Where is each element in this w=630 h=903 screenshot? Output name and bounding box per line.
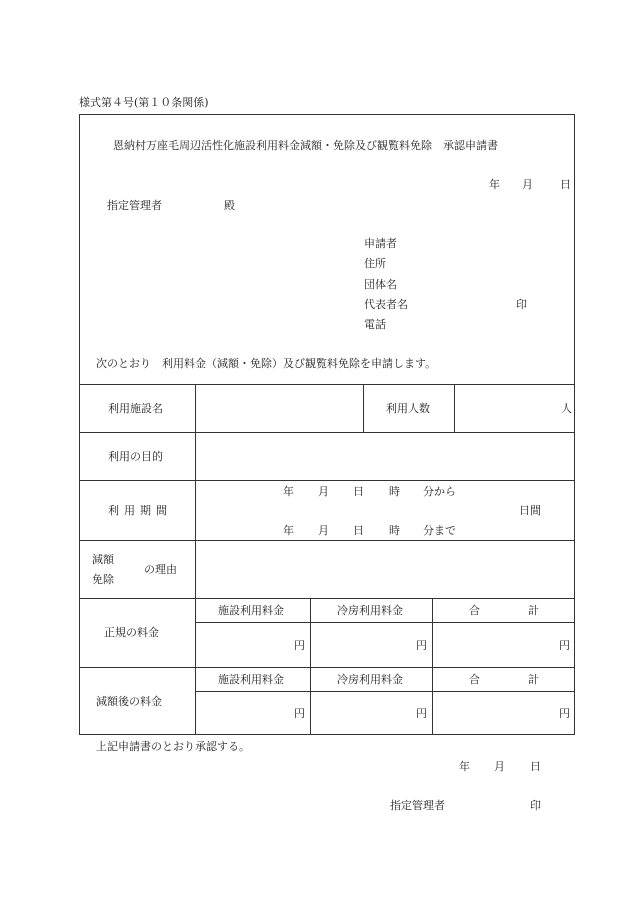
reason-label-exemption: 免除	[92, 573, 114, 586]
discounted-fee-cooling-column: 冷房利用料金	[337, 673, 403, 686]
people-unit: 人	[561, 402, 572, 415]
period-to-month: 月	[318, 524, 329, 537]
applicant-seal-mark: 印	[516, 298, 527, 311]
application-statement: 次のとおり 利用料金（減額・免除）及び観覧料免除を申請します。	[96, 357, 437, 370]
period-from-hour: 時	[389, 485, 400, 498]
date-year: 年	[489, 178, 500, 191]
table-line	[79, 667, 575, 668]
applicant-phone-label: 電話	[364, 318, 386, 331]
regular-fee-total-column-1: 合	[469, 604, 480, 617]
regular-fee-facility-column: 施設利用料金	[218, 604, 284, 617]
applicant-organization-label: 団体名	[364, 278, 397, 291]
applicant-address-label: 住所	[364, 257, 386, 270]
table-line	[79, 432, 575, 433]
table-line	[195, 691, 575, 692]
table-line	[363, 384, 364, 432]
period-from-year: 年	[283, 485, 294, 498]
approval-statement: 上記申請書のとおり承認する。	[96, 740, 250, 753]
regular-fee-facility-yen: 円	[294, 639, 305, 652]
table-line	[454, 384, 455, 432]
period-label: 利用期間	[108, 504, 172, 517]
addressee-honorific: 殿	[224, 199, 235, 212]
approval-month: 月	[494, 760, 505, 773]
approval-seal-mark: 印	[530, 799, 541, 812]
table-line	[195, 622, 575, 623]
regular-fee-label: 正規の料金	[104, 626, 159, 639]
period-to-hour: 時	[389, 524, 400, 537]
discounted-fee-cooling-yen: 円	[416, 707, 427, 720]
period-to-minute: 分まで	[423, 524, 456, 537]
table-line	[310, 598, 311, 735]
regular-fee-cooling-column: 冷房利用料金	[337, 604, 403, 617]
discounted-fee-facility-column: 施設利用料金	[218, 673, 284, 686]
table-line	[79, 540, 575, 541]
period-to-day: 日	[353, 524, 364, 537]
reason-suffix: の理由	[144, 563, 177, 576]
period-days: 日間	[519, 504, 541, 517]
form-title: 恩納村万座毛周辺活性化施設利用料金減額・免除及び観覧料免除 承認申請書	[113, 139, 498, 152]
form-number: 様式第４号(第１０条関係)	[79, 96, 209, 109]
table-line	[195, 384, 196, 735]
applicant-representative-label: 代表者名	[364, 298, 408, 311]
regular-fee-total-column-2: 計	[528, 604, 539, 617]
period-from-minute: 分から	[423, 485, 456, 498]
period-to-year: 年	[283, 524, 294, 537]
approval-manager-label: 指定管理者	[390, 799, 445, 812]
table-line	[432, 598, 433, 735]
discounted-fee-facility-yen: 円	[294, 707, 305, 720]
table-line	[79, 598, 575, 599]
period-from-day: 日	[353, 485, 364, 498]
discounted-fee-label: 減額後の料金	[96, 695, 162, 708]
table-line	[79, 480, 575, 481]
regular-fee-cooling-yen: 円	[416, 639, 427, 652]
date-day: 日	[560, 178, 571, 191]
discounted-fee-total-column-2: 計	[528, 673, 539, 686]
people-count-label: 利用人数	[386, 402, 430, 415]
addressee-label: 指定管理者	[107, 199, 162, 212]
reason-label-reduction: 減額	[92, 553, 114, 566]
facility-name-label: 利用施設名	[108, 402, 163, 415]
purpose-label: 利用の目的	[108, 450, 163, 463]
applicant-heading: 申請者	[364, 237, 397, 250]
approval-day: 日	[530, 760, 541, 773]
discounted-fee-total-column-1: 合	[469, 673, 480, 686]
discounted-fee-total-yen: 円	[559, 707, 570, 720]
table-line	[79, 384, 575, 385]
regular-fee-total-yen: 円	[559, 639, 570, 652]
approval-year: 年	[459, 760, 470, 773]
period-from-month: 月	[318, 485, 329, 498]
date-month: 月	[522, 178, 533, 191]
